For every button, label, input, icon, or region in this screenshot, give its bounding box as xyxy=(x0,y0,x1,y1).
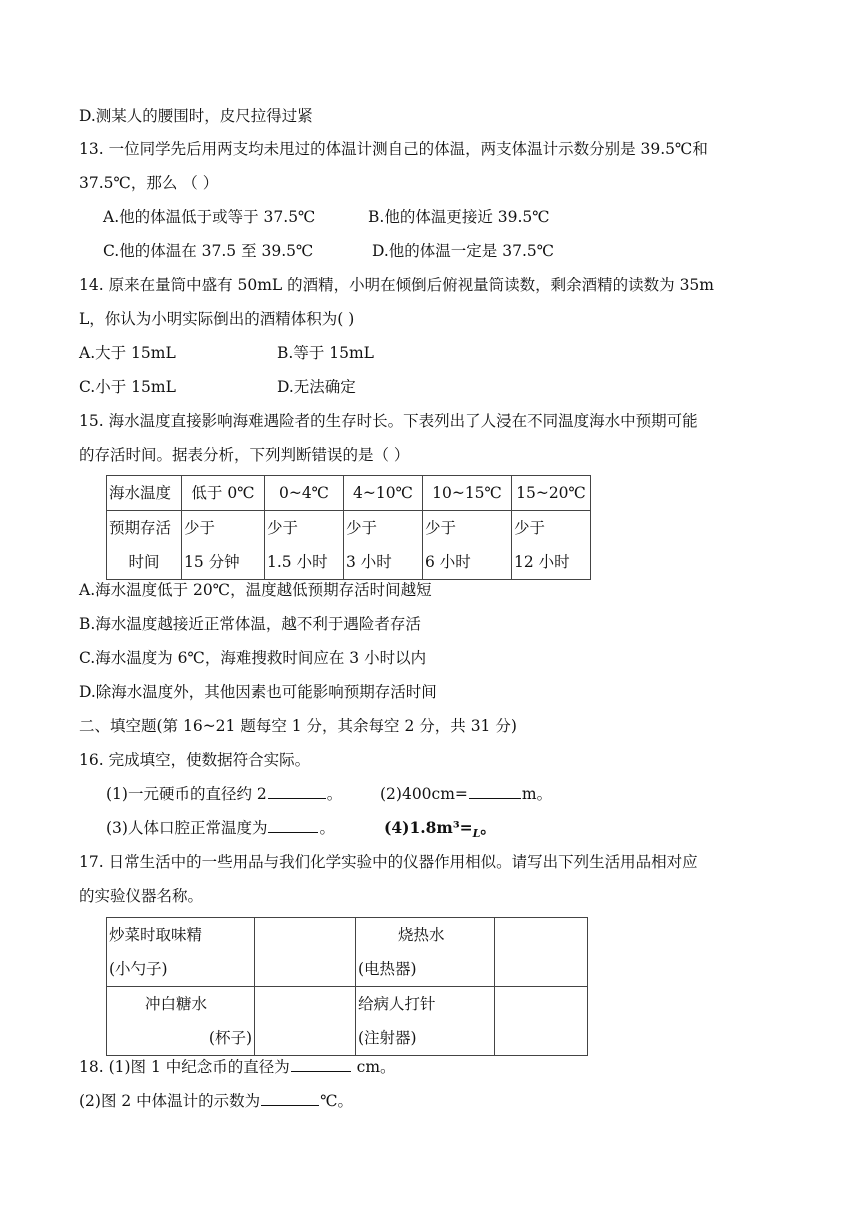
section-2-heading: 二、填空题(第 16~21 题每空 1 分，其余每空 2 分，共 31 分) xyxy=(79,717,517,735)
table-cell: 少于 12 小时 xyxy=(512,511,591,580)
table-header-cell: 0~4℃ xyxy=(265,476,344,511)
q16-item-2: (2)400cm= m。 xyxy=(380,785,553,803)
table-cell: 炒菜时取味精 (小勺子) xyxy=(107,918,255,987)
q16-stem: 16. 完成填空，使数据符合实际。 xyxy=(79,751,311,769)
q14-option-c: C.小于 15mL xyxy=(79,378,176,396)
q16-item-3: (3)人体口腔正常温度为 。 xyxy=(106,819,335,837)
table-row xyxy=(107,987,588,1056)
q14-stem-line2: L，你认为小明实际倒出的酒精体积为( ) xyxy=(79,310,355,328)
answer-blank[interactable] xyxy=(268,784,326,799)
q15-option-a: A.海水温度低于 20℃，温度越低预期存活时间越短 xyxy=(79,581,432,599)
sea-temperature-table xyxy=(106,475,591,580)
answer-cell[interactable] xyxy=(495,987,588,1056)
table-cell: 少于 15 分钟 xyxy=(182,511,265,580)
q14-option-a: A.大于 15mL xyxy=(79,344,176,362)
q14-option-b: B.等于 15mL xyxy=(277,344,374,362)
q15-stem-line2: 的存活时间。据表分析，下列判断错误的是（ ） xyxy=(79,446,410,464)
q13-option-c: C.他的体温在 37.5 至 39.5℃ xyxy=(103,242,314,260)
q15-option-c: C.海水温度为 6℃，海难搜救时间应在 3 小时以内 xyxy=(79,649,427,667)
row-label-line2: 时间 xyxy=(128,553,160,571)
answer-blank[interactable] xyxy=(261,1091,319,1106)
q13-stem-line1: 13. 一位同学先后用两支均未甩过的体温计测自己的体温，两支体温计示数分别是 39.5℃和 xyxy=(79,140,708,158)
table-cell: 少于 1.5 小时 xyxy=(265,511,344,580)
table-cell: 烧热水 (电热器) xyxy=(356,918,495,987)
answer-cell[interactable] xyxy=(255,918,356,987)
option-d-previous: D.测某人的腰围时，皮尺拉得过紧 xyxy=(79,107,313,125)
table-cell: 少于 3 小时 xyxy=(344,511,423,580)
table-row xyxy=(107,511,591,580)
answer-cell[interactable] xyxy=(255,987,356,1056)
q18-item-2: (2)图 2 中体温计的示数为 ℃。 xyxy=(79,1092,354,1110)
table-header-cell: 海水温度 xyxy=(107,476,182,511)
table-header-cell: 4~10℃ xyxy=(344,476,423,511)
q17-stem-line2: 的实验仪器名称。 xyxy=(79,887,204,905)
table-cell: 冲白糖水 (杯子) xyxy=(107,987,255,1056)
answer-blank[interactable] xyxy=(469,784,521,799)
q17-stem-line1: 17. 日常生活中的一些用品与我们化学实验中的仪器作用相似。请写出下列生活用品相对应 xyxy=(79,853,698,871)
q15-option-b: B.海水温度越接近正常体温，越不利于遇险者存活 xyxy=(79,615,421,633)
row-label-line1: 预期存活 xyxy=(109,519,172,537)
table-cell: 给病人打针 (注射器) xyxy=(356,987,495,1056)
q15-stem-line1: 15. 海水温度直接影响海难遇险者的生存时长。下表列出了人浸在不同温度海水中预期可能 xyxy=(79,412,698,430)
answer-blank[interactable] xyxy=(291,1057,351,1072)
table-row xyxy=(107,918,588,987)
table-header-cell: 低于 0℃ xyxy=(182,476,265,511)
answer-blank[interactable] xyxy=(268,818,318,833)
table-header-cell: 15~20℃ xyxy=(512,476,591,511)
q13-option-b: B.他的体温更接近 39.5℃ xyxy=(368,208,550,226)
q16-item-1: (1)一元硬币的直径约 2 。 xyxy=(106,785,343,803)
row-label-cell xyxy=(107,511,182,580)
table-header-cell: 10~15℃ xyxy=(423,476,512,511)
q14-option-d: D.无法确定 xyxy=(277,378,356,396)
q14-stem-line1: 14. 原来在量筒中盛有 50mL 的酒精，小明在倾倒后俯视量筒读数，剩余酒精的读数为 35m xyxy=(79,276,714,294)
table-header-row xyxy=(107,476,591,511)
q13-stem-line2: 37.5℃，那么 （ ） xyxy=(79,174,219,192)
table-cell: 少于 6 小时 xyxy=(423,511,512,580)
q18-item-1: 18. (1)图 1 中纪念币的直径为 cm。 xyxy=(79,1058,396,1076)
answer-cell[interactable] xyxy=(495,918,588,987)
q16-item-4: $(4)1.8m^3=_L$。 xyxy=(384,818,496,840)
q13-option-d: D.他的体温一定是 37.5℃ xyxy=(372,242,555,260)
lab-instrument-table xyxy=(106,917,588,1056)
q13-option-a: A.他的体温低于或等于 37.5℃ xyxy=(103,208,316,226)
q15-option-d: D.除海水温度外，其他因素也可能影响预期存活时间 xyxy=(79,683,437,701)
